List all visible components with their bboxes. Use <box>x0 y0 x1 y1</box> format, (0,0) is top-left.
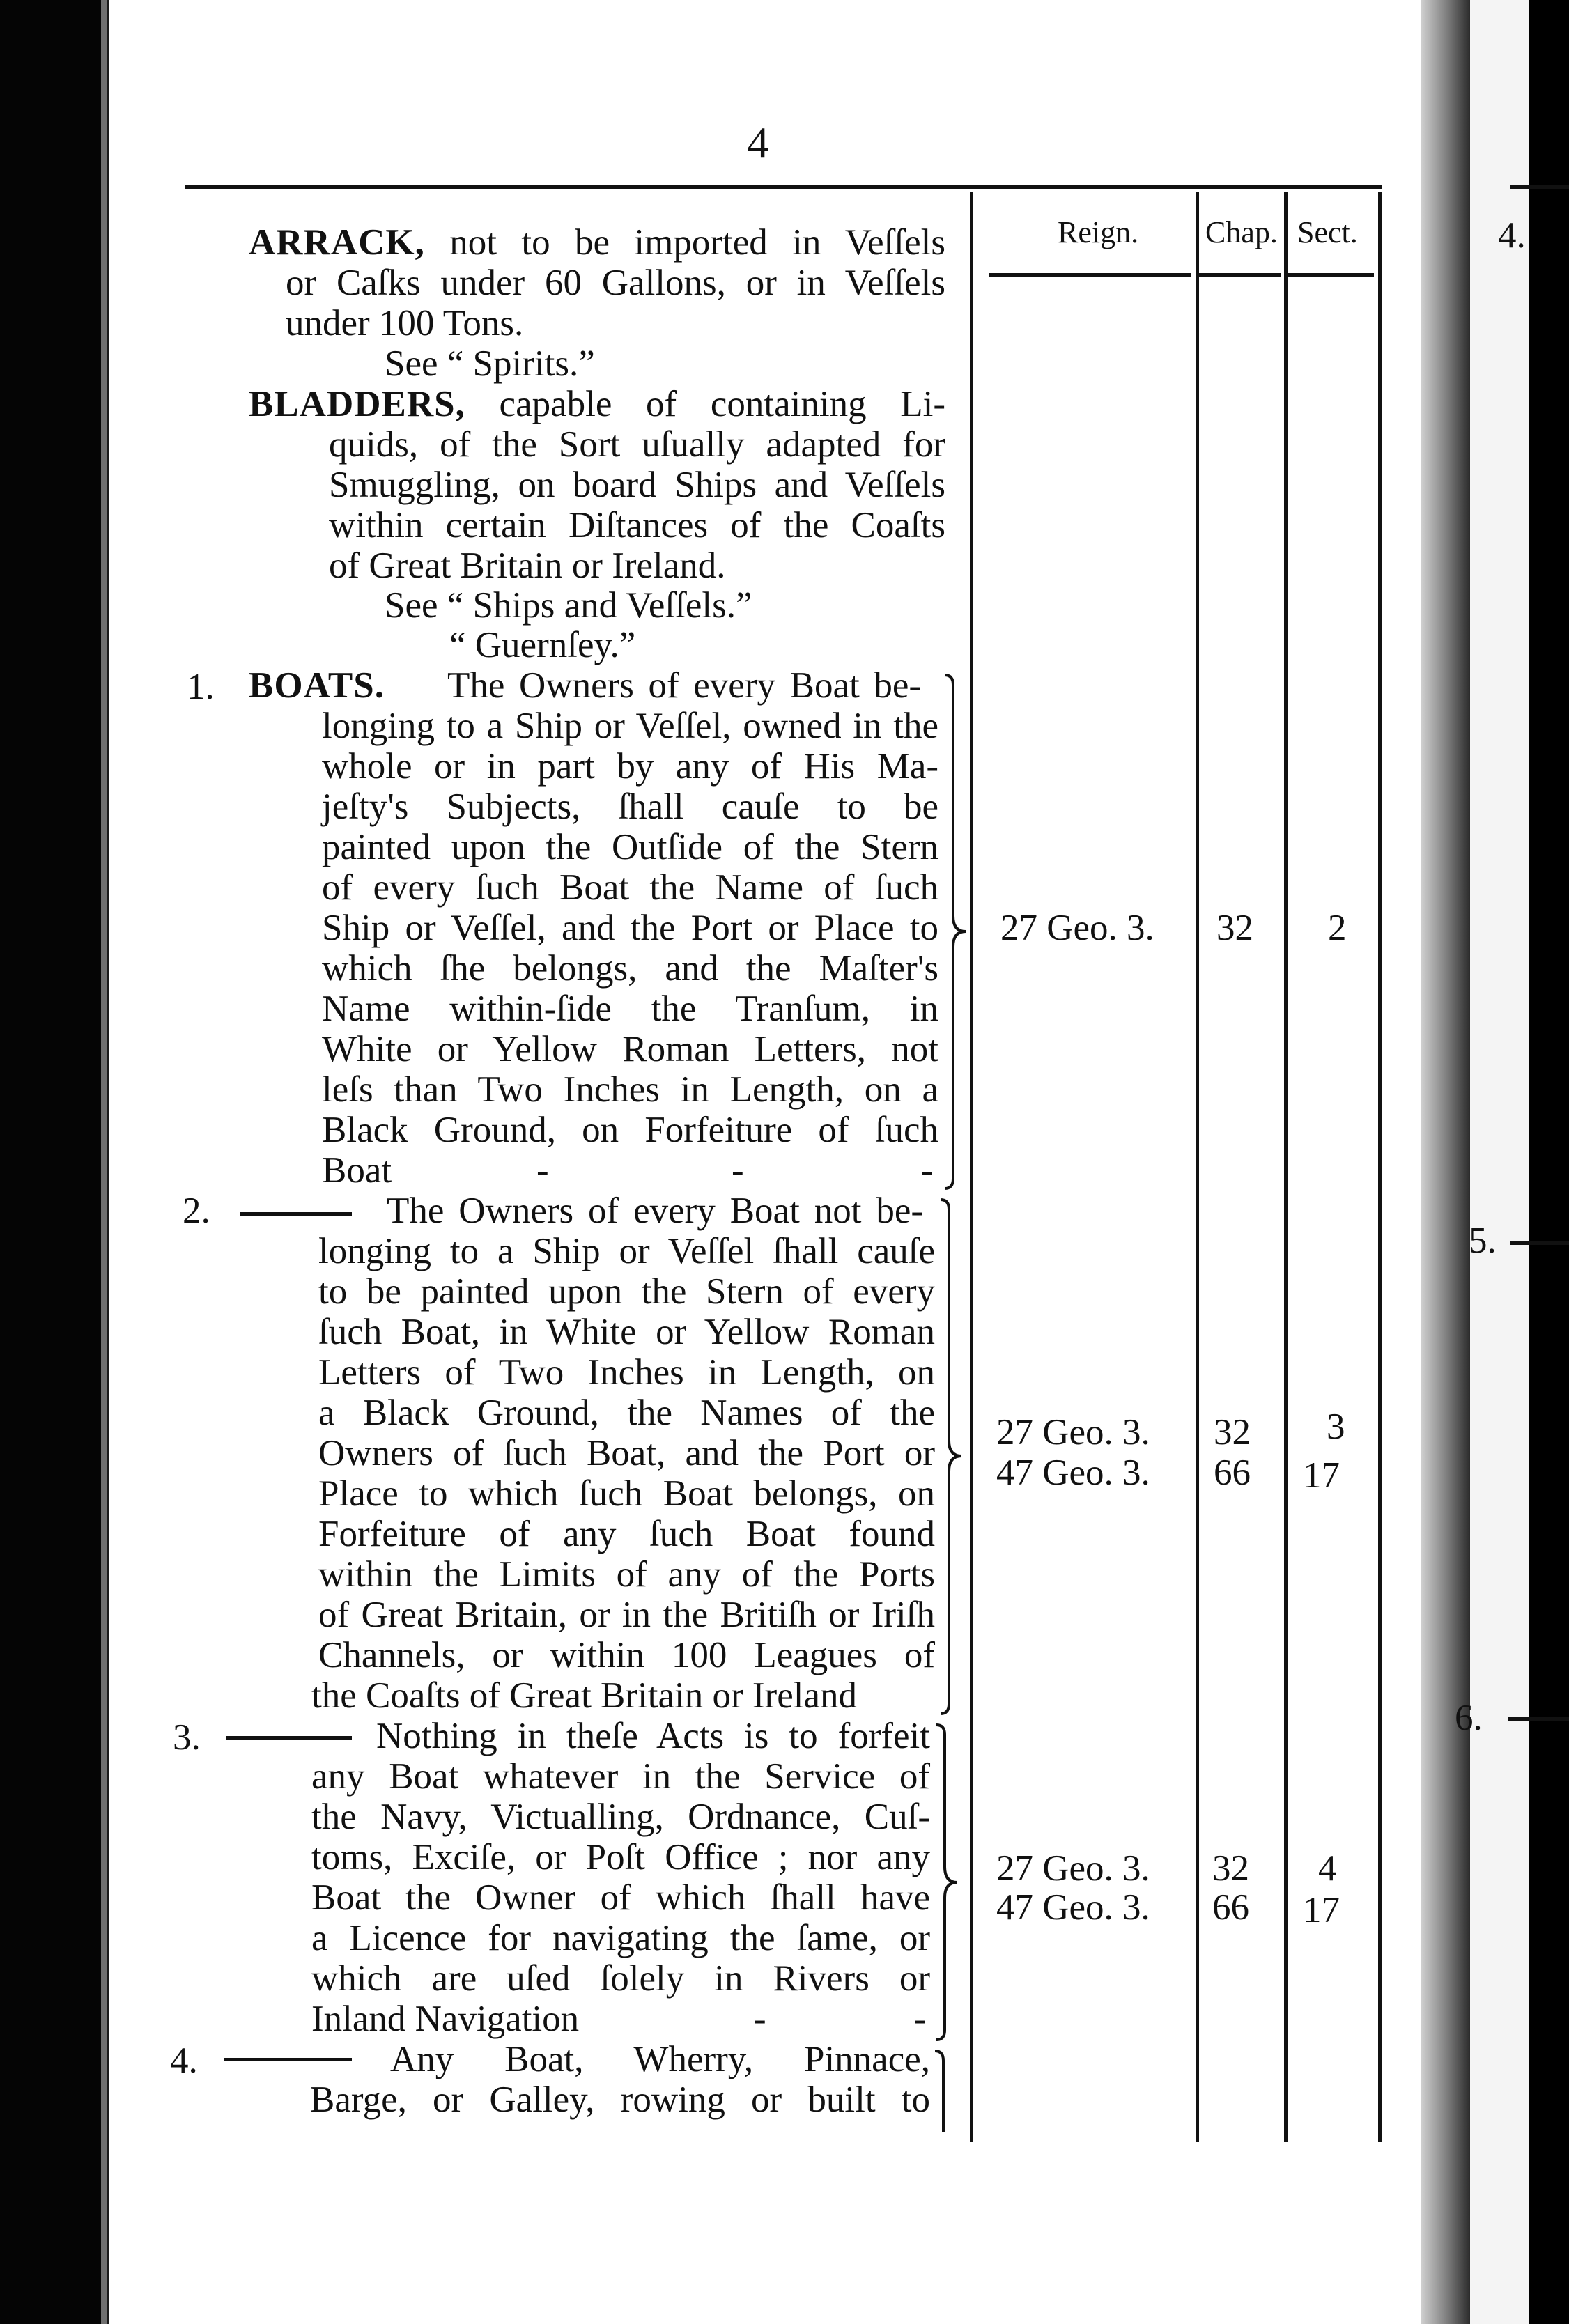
entry-2-ref-1-sect: 3 <box>1327 1407 1345 1447</box>
entry-1-line-12: Black Ground, on Forfeiture of ſuch <box>322 1110 938 1150</box>
arrack-see: See “ Spirits.” <box>385 343 595 384</box>
facing-page-number-5: 5. <box>1469 1221 1497 1261</box>
arrack-line-1: ARRACK, not to be imported in Veſſels <box>249 222 945 263</box>
entry-4-line-1: Any Boat, Wherry, Pinnace, <box>390 2039 930 2079</box>
entry-2-brace <box>938 1197 966 1717</box>
entry-number-1: 1. <box>187 667 215 707</box>
entry-3-line-4: toms, Exciſe, or Poſt Office ; nor any <box>311 1837 930 1877</box>
column-header-reign: Reign. <box>1058 215 1139 249</box>
arrack-lemma: ARRACK, <box>249 222 425 263</box>
entry-3-ref-1-reign: 27 Geo. 3. <box>996 1848 1150 1889</box>
entry-number-4: 4. <box>170 2040 198 2081</box>
gutter-shadow <box>1421 0 1470 2324</box>
leader-dot: - <box>921 1150 934 1191</box>
entry-1-line-11: leſs than Two Inches in Length, on a <box>322 1069 938 1110</box>
leader-dot: - <box>536 1150 549 1191</box>
entry-4-brace <box>932 2048 956 2132</box>
leader-dot: - <box>914 1999 927 2039</box>
column-rule-chap <box>1284 192 1288 2142</box>
entry-2-line-2: longing to a Ship or Veſſel ſhall cauſe <box>318 1231 935 1271</box>
entry-3-line-2: any Boat whatever in the Service of <box>311 1756 930 1797</box>
entry-3-line-5: Boat the Owner of which ſhall have <box>311 1877 930 1918</box>
book-edge-left <box>0 0 101 2324</box>
entry-3-ref-2-chap: 66 <box>1212 1887 1249 1928</box>
entry-1-brace <box>942 672 970 1191</box>
bladders-line-4: within certain Diſtances of the Coaſts <box>329 505 945 545</box>
entry-1-line-3: whole or in part by any of His Ma- <box>322 746 938 787</box>
entry-1-lemma: BOATS. <box>249 665 385 706</box>
reign-header-rule <box>989 273 1191 277</box>
entry-3-ref-1-chap: 32 <box>1212 1848 1249 1889</box>
entry-2-line-11: of Great Britain, or in the Britiſh or Iriſh <box>318 1595 935 1635</box>
entry-1-line-1: The Owners of every Boat be- <box>447 665 921 706</box>
entry-1-line-7: Ship or Veſſel, and the Port or Place to <box>322 908 938 948</box>
facing-page-rule <box>1510 185 1569 189</box>
book-edge-shadow <box>101 0 107 2324</box>
entry-2-line-8: Place to which ſuch Boat belongs, on <box>318 1473 935 1514</box>
entry-1-line-6: of every ſuch Boat the Name of ſuch <box>322 867 938 908</box>
book-edge-right <box>1529 0 1569 2324</box>
entry-3-ref-2-reign: 47 Geo. 3. <box>996 1887 1150 1928</box>
entry-2-line-10: within the Limits of any of the Ports <box>318 1554 935 1595</box>
entry-1-ref-chap: 32 <box>1216 908 1253 948</box>
bladders-line-5: of Great Britain or Ireland. <box>329 545 726 586</box>
chap-header-rule <box>1198 273 1281 277</box>
entry-1-ref-reign: 27 Geo. 3. <box>1000 908 1154 948</box>
entry-2-line-6: a Black Ground, the Names of the <box>318 1393 935 1433</box>
entry-2-line-9: Forfeiture of any ſuch Boat found <box>318 1514 935 1554</box>
arrack-line-2: or Caſks under 60 Gallons, or in Veſſels <box>286 263 945 303</box>
entry-2-line-7: Owners of ſuch Boat, and the Port or <box>318 1433 935 1473</box>
entry-1-line-10: White or Yellow Roman Letters, not <box>322 1029 938 1069</box>
entry-1-line-9: Name within-ſide the Tranſum, in <box>322 989 938 1029</box>
entry-1-ref-sect: 2 <box>1328 908 1347 948</box>
sect-header-rule <box>1288 273 1374 277</box>
bladders-see-2: “ Guernſey.” <box>449 625 636 665</box>
bladders-lemma: BLADDERS, <box>249 384 465 424</box>
bladders-line-2: quids, of the Sort uſually adapted for <box>329 424 945 465</box>
entry-3-line-3: the Navy, Victualling, Ordnance, Cuſ- <box>311 1797 930 1837</box>
bladders-see-1: See “ Ships and Veſſels.” <box>385 585 752 626</box>
entry-2-line-5: Letters of Two Inches in Length, on <box>318 1352 935 1393</box>
entry-2-line-12: Channels, or within 100 Leagues of <box>318 1635 935 1675</box>
entry-3-line-7: which are uſed ſolely in Rivers or <box>311 1958 930 1999</box>
entry-3-line-6: a Licence for navigating the ſame, or <box>311 1918 930 1958</box>
entry-2-ref-1-reign: 27 Geo. 3. <box>996 1412 1150 1452</box>
entry-number-2: 2. <box>183 1191 210 1231</box>
entry-3-ref-2-sect: 17 <box>1303 1890 1340 1930</box>
entry-2-line-13: the Coaſts of Great Britain or Ireland <box>311 1675 857 1716</box>
top-rule <box>185 185 1382 189</box>
entry-4-dash <box>224 2058 352 2061</box>
entry-2-ref-2-reign: 47 Geo. 3. <box>996 1452 1150 1493</box>
column-rule-left <box>970 192 973 2142</box>
bladders-line-1: BLADDERS, capable of containing Li- <box>249 384 945 424</box>
entry-3-brace <box>934 1722 961 2043</box>
bladders-line-3: Smuggling, on board Ships and Veſſels <box>329 465 945 505</box>
leader-dot: - <box>732 1150 744 1191</box>
entry-1-line-4: jeſty's Subjects, ſhall cauſe to be <box>322 787 938 827</box>
entry-3-ref-1-sect: 4 <box>1318 1848 1337 1889</box>
facing-page-dash <box>1510 1241 1569 1245</box>
column-rule-sect <box>1378 192 1382 2142</box>
column-rule-reign <box>1196 192 1199 2142</box>
entry-2-ref-2-chap: 66 <box>1214 1452 1251 1493</box>
facing-page-number-6: 6. <box>1455 1698 1483 1738</box>
entry-1-line-13: Boat <box>322 1150 392 1191</box>
entry-2-line-4: ſuch Boat, in White or Yellow Roman <box>318 1312 935 1352</box>
book-edge-line <box>107 0 109 2324</box>
entry-1-line-5: painted upon the Outſide of the Stern <box>322 827 938 867</box>
entry-2-line-3: to be painted upon the Stern of every <box>318 1271 935 1312</box>
leader-dot: - <box>754 1999 766 2039</box>
entry-3-dash <box>226 1736 352 1740</box>
facing-page-number-4: 4. <box>1498 215 1526 256</box>
facing-page-dash <box>1508 1717 1569 1721</box>
entry-1-line-2: longing to a Ship or Veſſel, owned in the <box>322 706 938 746</box>
entry-2-line-1: The Owners of every Boat not be- <box>387 1191 923 1231</box>
entry-2-ref-1-chap: 32 <box>1214 1412 1251 1452</box>
entry-3-line-8: Inland Navigation <box>311 1999 580 2039</box>
entry-1-line-8: which ſhe belongs, and the Maſter's <box>322 948 938 989</box>
column-header-sect: Sect. <box>1297 215 1358 249</box>
entry-2-dash <box>240 1212 352 1216</box>
column-header-chap: Chap. <box>1205 215 1278 249</box>
entry-2-ref-2-sect: 17 <box>1303 1455 1340 1496</box>
arrack-line-3: under 100 Tons. <box>286 303 524 343</box>
entry-number-3: 3. <box>173 1717 201 1758</box>
entry-3-line-1: Nothing in theſe Acts is to forfeit <box>376 1716 930 1756</box>
entry-4-line-2: Barge, or Galley, rowing or built to <box>310 2079 930 2120</box>
page-number: 4 <box>747 118 769 167</box>
